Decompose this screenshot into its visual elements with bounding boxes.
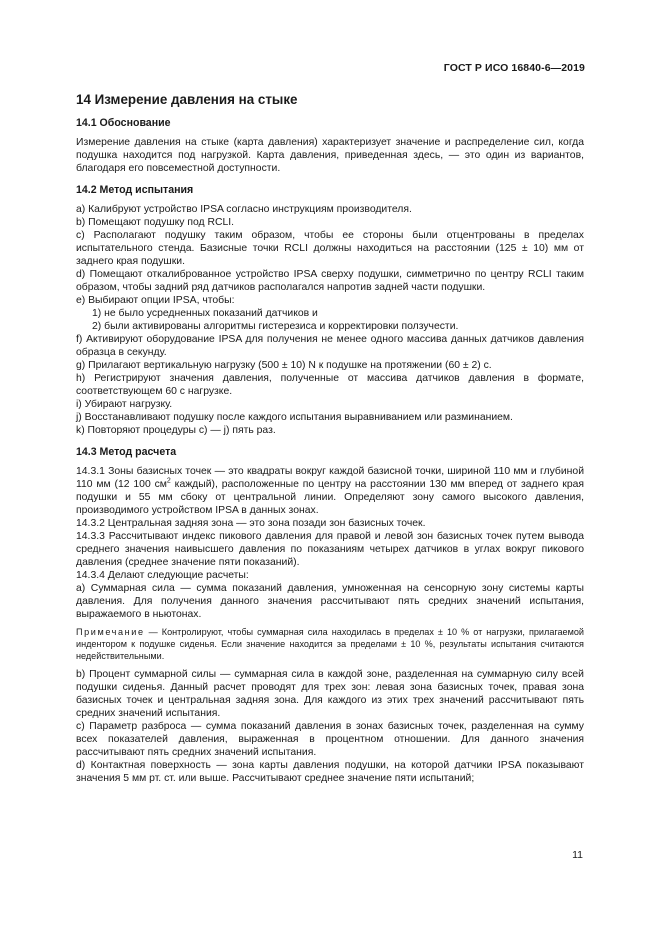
- paragraph-14-3-3: 14.3.3 Рассчитывают индекс пикового давления для правой и левой зон базисных точек путем вывода среднего значения наивысшего давления по показаниям четырех датчиков в углах вокруг пикового давления (среднее значение пяти показаний).: [76, 531, 584, 568]
- paragraph-14-3-2: 14.3.2 Центральная задняя зона — это зона позади зон базисных точек.: [76, 518, 426, 529]
- note-text: — Контролируют, чтобы суммарная сила находилась в пределах ± 10 % от нагрузки, прилагаемой индентором к подушке сиденья. Если значение находится за пределами ± 10 %, результаты испытания считаются недействительными.: [76, 627, 584, 661]
- list-subitem: 2) были активированы алгоритмы гистерезиса и корректировки ползучести.: [92, 321, 459, 332]
- subsection-title-14-1: 14.1 Обоснование: [76, 117, 171, 129]
- subsection-title-14-3: 14.3 Метод расчета: [76, 446, 177, 458]
- paragraph-14-3-1-part-a: 14.3.1 Зоны базисных точек — это квадраты вокруг каждой базисной точки, шириной 110 мм и глубиной 110 мм (12 100 см: [76, 466, 584, 490]
- paragraph-14-1: Измерение давления на стыке (карта давления) характеризует значение и распределение сил, когда подушка находится под нагрузкой. Карта давления, приведенная здесь, — это один из вариантов, благодаря его повсеместной доступности.: [76, 137, 584, 174]
- paragraph-14-3-4: 14.3.4 Делают следующие расчеты:: [76, 570, 249, 581]
- superscript-2: 2: [166, 477, 171, 485]
- calc-item-a: а) Суммарная сила — сумма показаний давления, умноженная на сенсорную зону системы карты давления. Для получения данного значения рассчитывают пять средних значений испытания, выражаемого в ньютонах.: [76, 583, 584, 620]
- section-title: 14 Измерение давления на стыке: [76, 92, 298, 107]
- document-body: [76, 92, 584, 785]
- list-item: e) Выбирают опции IPSA, чтобы:: [76, 295, 235, 306]
- list-item: b) Помещают подушку под RCLI.: [76, 217, 235, 228]
- note-label: Примечание: [76, 627, 145, 637]
- list-item: i) Убирают нагрузку.: [76, 399, 173, 410]
- paragraph-14-3-1: [76, 465, 584, 517]
- subsection-title-14-2: 14.2 Метод испытания: [76, 184, 194, 196]
- document-header: ГОСТ Р ИСО 16840-6—2019: [443, 62, 585, 74]
- list-item: k) Повторяют процедуры с) — j) пять раз.: [76, 425, 276, 436]
- list-subitem: 1) не было усредненных показаний датчиков и: [92, 308, 318, 319]
- paragraph-14-3-1-part-b: каждый), расположенные по центру на расстоянии 130 мм вперед от заднего края подушки и 55 мм сбоку от центральной линии. Определяют зону самого высокого давления, производимого устройством IPSA в данных зонах.: [76, 479, 585, 516]
- calc-item-c: c) Параметр разброса — сумма показаний давления в зонах базисных точек, разделенная на сумму всех показателей давления, выраженная в процентном отношении. Для данного значения рассчитывают пять средних значений испытания.: [76, 721, 584, 758]
- list-item: h) Регистрируют значения давления, полученные от массива датчиков давления в формате, соответствующем 60 с нагрузке.: [76, 373, 584, 397]
- note: [76, 626, 584, 662]
- list-item: j) Восстанавливают подушку после каждого испытания выравниванием или разминанием.: [76, 412, 513, 423]
- page-number: 11: [572, 849, 583, 861]
- list-item: d) Помещают откалиброванное устройство IPSA сверху подушки, симметрично по центру RCLI таким образом, чтобы задний ряд датчиков располагался напротив задней части подушки.: [76, 269, 584, 293]
- calc-item-d: d) Контактная поверхность — зона карты давления подушки, на которой датчики IPSA показывают значения 5 мм рт. ст. или выше. Рассчитывают среднее значение пяти испытаний;: [76, 760, 584, 784]
- list-item: c) Располагают подушку таким образом, чтобы ее стороны были отцентрованы в пределах испытательного стенда. Базисные точки RCLI должны находиться на расстоянии (125 ± 10) мм от заднего края подушки.: [76, 230, 584, 267]
- list-item: а) Калибруют устройство IPSA согласно инструкциям производителя.: [76, 204, 412, 215]
- list-item: g) Прилагают вертикальную нагрузку (500 ± 10) N к подушке на протяжении (60 ± 2) с.: [76, 360, 492, 371]
- list-item: f) Активируют оборудование IPSA для получения не менее одного массива данных датчиков давления образца в секунду.: [76, 334, 584, 358]
- calc-item-b: b) Процент суммарной силы — суммарная сила в каждой зоне, разделенная на суммарную силу всей подушки сиденья. Данный расчет проводят для трех зон: левая зона базисных точек, правая зона базисных точек и центральная задняя зона. Для каждого из этих трех значений рассчитывают пять средних значений испытания.: [76, 669, 584, 719]
